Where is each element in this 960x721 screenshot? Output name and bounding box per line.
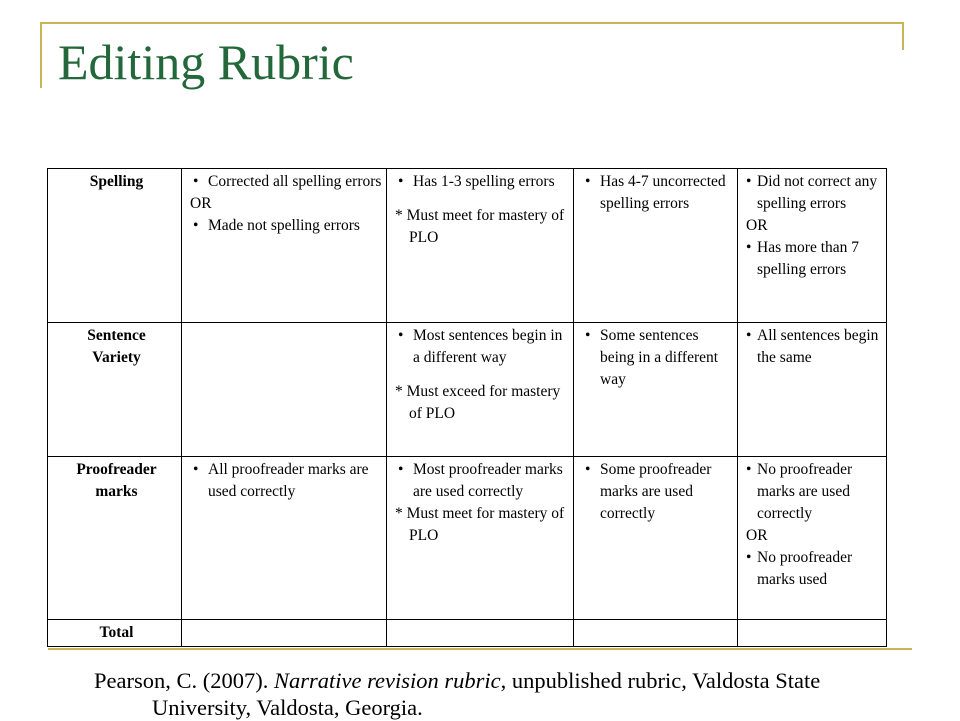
criterion-label: Proofreader	[76, 461, 157, 478]
rubric-cell-col2	[387, 457, 574, 620]
rubric-cell-col3	[574, 323, 738, 457]
criterion-label: Spelling	[89, 173, 144, 190]
rubric-criterion-item: • All proofreader marks are used correctly	[190, 459, 382, 503]
rubric-cell-col4	[738, 457, 887, 620]
mastery-note: * Must meet for mastery of PLO	[395, 505, 565, 544]
rubric-cell-col2	[387, 323, 574, 457]
rubric-table	[47, 168, 887, 647]
rubric-cell-col2	[387, 169, 574, 323]
citation	[94, 667, 820, 721]
rubric-cell-col4	[738, 323, 887, 457]
slide-title: Editing Rubric	[58, 34, 354, 90]
rubric-cell-col4	[738, 169, 887, 323]
rubric-row-total	[48, 620, 887, 647]
rubric-cell-total-empty	[574, 620, 738, 647]
criterion-label: Sentence	[87, 327, 146, 344]
citation-prefix: Pearson, C. (2007).	[94, 668, 274, 693]
criterion-cell	[48, 457, 182, 620]
rubric-cell-col3	[574, 169, 738, 323]
mastery-note: * Must exceed for mastery of PLO	[395, 383, 561, 422]
rubric-criterion-item: • Did not correct any spelling errors	[746, 171, 882, 215]
or-separator: OR	[190, 195, 212, 212]
rubric-criterion-item: • No proofreader marks used	[746, 547, 882, 591]
rubric-cell-total-empty	[387, 620, 574, 647]
rubric-criterion-item: • No proofreader marks are used correctly	[746, 459, 882, 525]
criterion-label: Total	[99, 624, 134, 641]
citation-suffix: , unpublished rubric, Valdosta State	[500, 668, 821, 693]
rubric-criterion-item: • All sentences begin the same	[746, 325, 882, 369]
criterion-label-line2: marks	[95, 483, 138, 500]
mastery-note: * Must meet for mastery of PLO	[395, 207, 565, 246]
rubric-cell-col1	[182, 169, 387, 323]
rubric-row-sentence-variety	[48, 323, 887, 457]
rubric-criterion-item: • Has more than 7 spelling errors	[746, 237, 882, 281]
or-separator: OR	[746, 217, 768, 234]
rubric-criterion-item: • Has 4-7 uncorrected spelling errors	[582, 171, 733, 215]
rubric-cell-total-empty	[182, 620, 387, 647]
criterion-cell	[48, 323, 182, 457]
rubric-cell-col3	[574, 457, 738, 620]
rubric-criterion-item: • Some sentences being in a different way	[582, 325, 733, 391]
rubric-criterion-item: • Some proofreader marks are used correctly	[582, 459, 733, 525]
rubric-cell-col1-empty	[182, 323, 387, 457]
slide-frame-bottom-rule	[48, 648, 912, 650]
slide-frame-right-rule	[902, 22, 904, 50]
slide-frame-top-rule	[40, 22, 904, 24]
rubric-cell-total-empty	[738, 620, 887, 647]
rubric-row-proofreader-marks	[48, 457, 887, 620]
or-separator: OR	[746, 527, 768, 544]
criterion-cell	[48, 169, 182, 323]
rubric-criterion-item: • Made not spelling errors	[190, 215, 382, 237]
criterion-cell	[48, 620, 182, 647]
rubric-row-spelling	[48, 169, 887, 323]
rubric-cell-col1	[182, 457, 387, 620]
citation-line2: University, Valdosta, Georgia.	[152, 695, 423, 720]
rubric-criterion-item: • Corrected all spelling errors	[190, 171, 382, 193]
rubric-criterion-item: • Most sentences begin in a different way	[395, 325, 569, 369]
slide-frame-left-rule	[40, 22, 42, 88]
rubric-criterion-item: • Has 1-3 spelling errors	[395, 171, 569, 193]
criterion-label-line2: Variety	[92, 349, 141, 366]
rubric-criterion-item: • Most proofreader marks are used correctly	[395, 459, 569, 503]
citation-work-title: Narrative revision rubric	[273, 668, 501, 693]
